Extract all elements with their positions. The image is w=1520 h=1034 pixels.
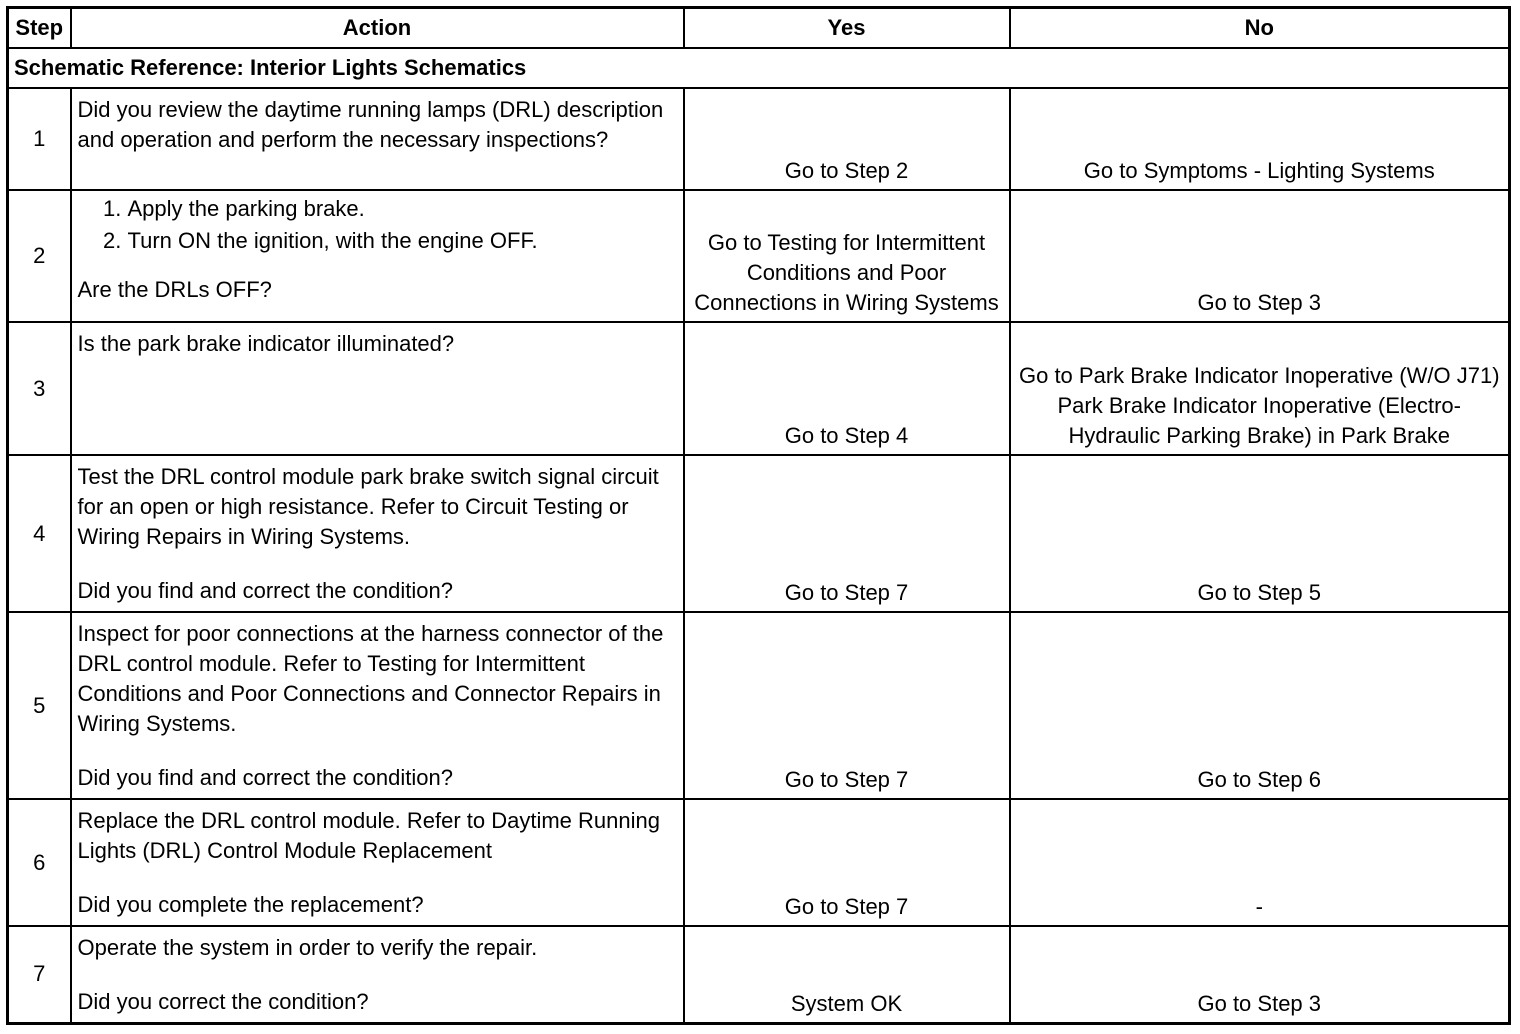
step-number: 6: [8, 799, 71, 926]
no-cell: Go to Park Brake Indicator Inoperative (W/O J71) Park Brake Indicator Inoperative (Electro-Hydraulic Parking Brake) in Park Brake: [1010, 322, 1510, 455]
spacer: [78, 963, 675, 987]
table-row: [8, 190, 1510, 322]
step-number: 3: [8, 322, 71, 455]
action-cell: [71, 322, 684, 455]
table-row: [8, 455, 1510, 612]
action-text: Inspect for poor connections at the harness connector of the DRL control module. Refer to Testing for Intermittent Conditions and Poor Connections and Connector Repairs in Wiring Systems.: [77, 621, 664, 736]
action-list: [78, 193, 675, 257]
list-item: 1. Apply the parking brake.: [128, 193, 675, 225]
no-cell: Go to Step 3: [1010, 190, 1510, 322]
action-question: Are the DRLs OFF?: [77, 277, 272, 302]
yes-cell: Go to Step 7: [684, 455, 1010, 612]
spacer: [78, 739, 675, 763]
step-number: 4: [8, 455, 71, 612]
action-cell: [71, 190, 684, 322]
table-row: [8, 926, 1510, 1023]
no-cell: Go to Step 3: [1010, 926, 1510, 1023]
diagnostic-table: [6, 6, 1511, 1025]
step-number: 2: [8, 190, 71, 322]
no-cell: Go to Step 6: [1010, 612, 1510, 799]
yes-cell: Go to Step 4: [684, 322, 1010, 455]
step-number: 5: [8, 612, 71, 799]
action-cell: [71, 612, 684, 799]
no-cell: Go to Symptoms - Lighting Systems: [1010, 88, 1510, 190]
yes-cell: Go to Testing for Intermittent Conditions and Poor Connections in Wiring Systems: [684, 190, 1010, 322]
action-question: Did you complete the replacement?: [77, 892, 424, 917]
action-cell: [71, 799, 684, 926]
table-row: [8, 799, 1510, 926]
action-cell: [71, 926, 684, 1023]
table-row: [8, 322, 1510, 455]
yes-cell: System OK: [684, 926, 1010, 1023]
step-number: 7: [8, 926, 71, 1023]
action-text: Replace the DRL control module. Refer to Daytime Running Lights (DRL) Control Module Replacement: [77, 808, 660, 863]
no-cell: Go to Step 5: [1010, 455, 1510, 612]
action-question: Did you find and correct the condition?: [77, 578, 453, 603]
yes-cell: Go to Step 7: [684, 612, 1010, 799]
action-text: Did you review the daytime running lamps (DRL) description and operation and perform the necessary inspections?: [77, 97, 664, 152]
action-cell: [71, 88, 684, 190]
header-yes: Yes: [684, 8, 1010, 49]
spacer: [78, 866, 675, 890]
spacer: [78, 552, 675, 576]
action-text: Operate the system in order to verify the repair.: [77, 935, 538, 960]
header-no: No: [1010, 8, 1510, 49]
action-cell: [71, 455, 684, 612]
step-number: 1: [8, 88, 71, 190]
action-question: Did you find and correct the condition?: [77, 765, 453, 790]
action-question: Did you correct the condition?: [77, 989, 369, 1014]
list-item: 2. Turn ON the ignition, with the engine OFF.: [128, 225, 675, 257]
spacer: [78, 257, 675, 275]
table-row: [8, 88, 1510, 190]
yes-cell: Go to Step 7: [684, 799, 1010, 926]
schematic-reference: Schematic Reference: Interior Lights Schematics: [8, 48, 1510, 88]
schematic-reference-row: [8, 48, 1510, 88]
header-step: Step: [8, 8, 71, 49]
diagnostic-document: [6, 6, 1511, 1025]
table-row: [8, 612, 1510, 799]
header-action: Action: [71, 8, 684, 49]
no-cell: -: [1010, 799, 1510, 926]
yes-cell: Go to Step 2: [684, 88, 1010, 190]
action-text: Test the DRL control module park brake switch signal circuit for an open or high resistance. Refer to Circuit Testing or Wiring Repairs in Wiring Systems.: [77, 464, 659, 549]
header-row: [8, 8, 1510, 49]
action-text: Is the park brake indicator illuminated?: [77, 331, 455, 356]
